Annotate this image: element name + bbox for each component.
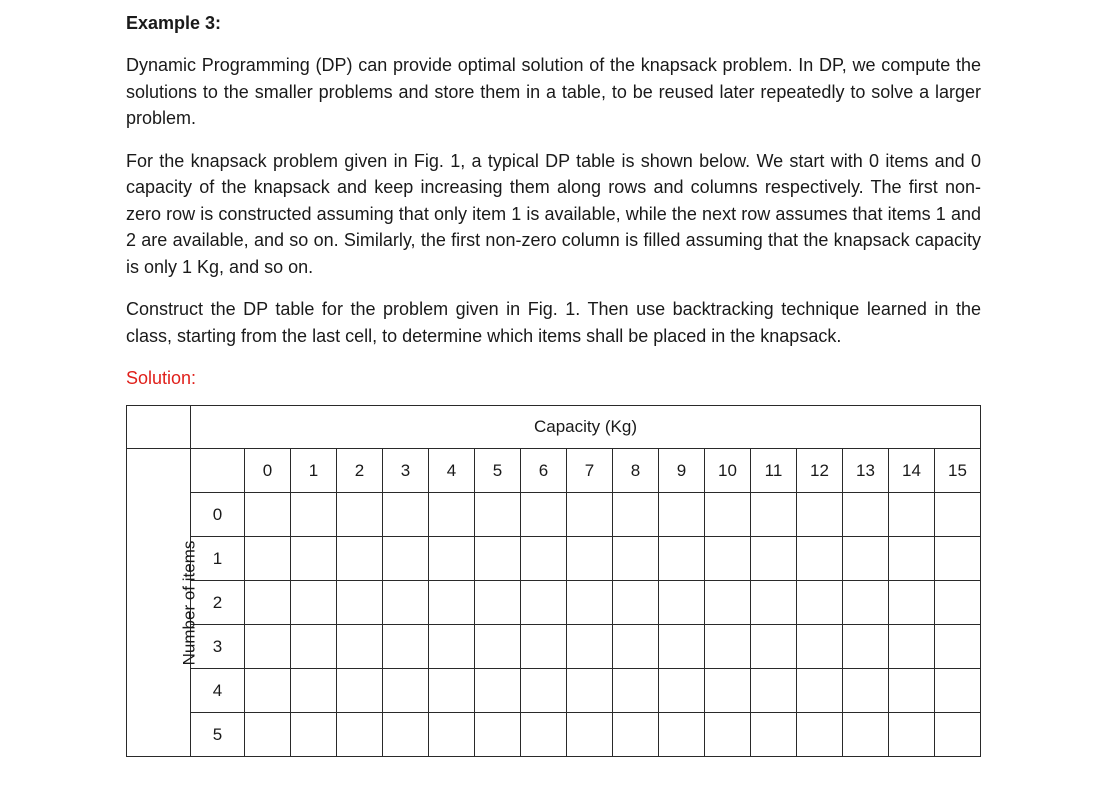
dp-cell[interactable] [935, 713, 981, 757]
dp-cell[interactable] [475, 581, 521, 625]
dp-cell[interactable] [567, 537, 613, 581]
dp-cell[interactable] [659, 493, 705, 537]
dp-cell[interactable] [383, 713, 429, 757]
dp-cell[interactable] [337, 669, 383, 713]
item-row [127, 537, 981, 581]
dp-cell[interactable] [475, 669, 521, 713]
dp-cell[interactable] [383, 625, 429, 669]
item-index-cell: 5 [191, 713, 245, 757]
item-row [127, 581, 981, 625]
dp-cell[interactable] [659, 669, 705, 713]
item-index-cell: 3 [191, 625, 245, 669]
dp-cell[interactable] [383, 669, 429, 713]
dp-cell[interactable] [659, 581, 705, 625]
dp-cell[interactable] [521, 625, 567, 669]
dp-cell[interactable] [475, 493, 521, 537]
document-page [126, 10, 981, 757]
capacity-header-cell: 0 [245, 449, 291, 493]
dp-cell[interactable] [429, 581, 475, 625]
capacity-header-row [127, 406, 981, 449]
dp-cell[interactable] [291, 581, 337, 625]
dp-cell[interactable] [475, 625, 521, 669]
capacity-header-cell: 6 [521, 449, 567, 493]
dp-cell[interactable] [843, 713, 889, 757]
dp-cell[interactable] [567, 625, 613, 669]
dp-cell[interactable] [843, 493, 889, 537]
dp-cell[interactable] [291, 625, 337, 669]
dp-cell[interactable] [843, 537, 889, 581]
dp-cell[interactable] [751, 713, 797, 757]
row-axis-label: Number of items [179, 540, 199, 665]
dp-table [126, 405, 981, 757]
item-index-cell: 2 [191, 581, 245, 625]
item-row [127, 493, 981, 537]
dp-cell[interactable] [429, 713, 475, 757]
dp-cell[interactable] [429, 625, 475, 669]
dp-cell[interactable] [751, 537, 797, 581]
dp-cell[interactable] [659, 625, 705, 669]
dp-cell[interactable] [843, 581, 889, 625]
dp-cell[interactable] [935, 493, 981, 537]
dp-cell[interactable] [935, 669, 981, 713]
dp-cell[interactable] [567, 669, 613, 713]
capacity-header-cell: 12 [797, 449, 843, 493]
capacity-header-cell: 4 [429, 449, 475, 493]
dp-cell[interactable] [475, 713, 521, 757]
capacity-header-cell: 1 [291, 449, 337, 493]
capacity-header-cell: 9 [659, 449, 705, 493]
capacity-header-cell: 14 [889, 449, 935, 493]
dp-cell[interactable] [429, 493, 475, 537]
dp-cell[interactable] [613, 669, 659, 713]
dp-cell[interactable] [889, 625, 935, 669]
dp-cell[interactable] [567, 581, 613, 625]
dp-cell[interactable] [751, 581, 797, 625]
capacity-header-cell: 5 [475, 449, 521, 493]
capacity-header-cell: 2 [337, 449, 383, 493]
capacity-header-cell: 8 [613, 449, 659, 493]
dp-cell[interactable] [889, 669, 935, 713]
paragraph-table-description: For the knapsack problem given in Fig. 1, a typical DP table is shown below. We start with 0 items and 0 capacity of the knapsack and keep increasing them along rows and columns respectively. The first non-zero row is constructed assuming that only item 1 is available, while the next row assumes that items 1 and 2 are available, and so on. Similarly, the first non-zero column is filled assuming that the knapsack capacity is only 1 Kg, and so on. [126, 150, 981, 277]
capacity-header-cell: 13 [843, 449, 889, 493]
dp-cell[interactable] [291, 713, 337, 757]
example-heading: Example 3: [126, 13, 222, 33]
dp-cell[interactable] [705, 581, 751, 625]
dp-cell[interactable] [889, 713, 935, 757]
item-row [127, 713, 981, 757]
dp-cell[interactable] [383, 537, 429, 581]
dp-cell[interactable] [291, 537, 337, 581]
capacity-header-cell: 3 [383, 449, 429, 493]
dp-cell[interactable] [705, 625, 751, 669]
capacity-header: Capacity (Kg) [191, 406, 981, 449]
index-corner-cell [191, 449, 245, 493]
dp-cell[interactable] [245, 493, 291, 537]
dp-cell[interactable] [889, 581, 935, 625]
dp-cell[interactable] [245, 581, 291, 625]
dp-cell[interactable] [291, 669, 337, 713]
row-axis-label-cell [127, 449, 199, 757]
item-row [127, 625, 981, 669]
dp-cell[interactable] [567, 493, 613, 537]
dp-cell[interactable] [613, 493, 659, 537]
dp-cell[interactable] [797, 537, 843, 581]
dp-cell[interactable] [797, 625, 843, 669]
dp-cell[interactable] [613, 625, 659, 669]
dp-cell[interactable] [705, 669, 751, 713]
dp-cell[interactable] [613, 581, 659, 625]
item-index-cell: 4 [191, 669, 245, 713]
dp-cell[interactable] [889, 493, 935, 537]
dp-cell[interactable] [797, 713, 843, 757]
dp-cell[interactable] [337, 581, 383, 625]
dp-cell[interactable] [521, 713, 567, 757]
capacity-header-cell: 10 [705, 449, 751, 493]
dp-cell[interactable] [245, 537, 291, 581]
dp-cell[interactable] [337, 625, 383, 669]
capacity-header-cell: 15 [935, 449, 981, 493]
dp-cell[interactable] [751, 625, 797, 669]
dp-cell[interactable] [567, 713, 613, 757]
dp-cell[interactable] [659, 713, 705, 757]
dp-cell[interactable] [521, 581, 567, 625]
dp-cell[interactable] [521, 669, 567, 713]
dp-cell[interactable] [245, 713, 291, 757]
dp-cell[interactable] [291, 493, 337, 537]
dp-cell[interactable] [751, 493, 797, 537]
capacity-header-cell: 11 [751, 449, 797, 493]
dp-cell[interactable] [889, 537, 935, 581]
dp-cell[interactable] [337, 537, 383, 581]
dp-cell[interactable] [613, 713, 659, 757]
dp-cell[interactable] [935, 625, 981, 669]
dp-cell[interactable] [935, 581, 981, 625]
dp-cell[interactable] [705, 537, 751, 581]
dp-cell[interactable] [383, 493, 429, 537]
capacity-values-row [127, 449, 981, 493]
dp-cell[interactable] [843, 669, 889, 713]
dp-cell[interactable] [245, 669, 291, 713]
paragraph-intro: Dynamic Programming (DP) can provide optimal solution of the knapsack problem. In DP, we compute the solutions to the smaller problems and store them in a table, to be reused later repeatedly to solve a larger problem. [126, 55, 981, 128]
dp-cell[interactable] [613, 537, 659, 581]
dp-cell[interactable] [337, 713, 383, 757]
dp-cell[interactable] [383, 581, 429, 625]
dp-cell[interactable] [521, 493, 567, 537]
dp-cell[interactable] [705, 713, 751, 757]
dp-cell[interactable] [935, 537, 981, 581]
item-index-cell: 0 [191, 493, 245, 537]
dp-cell[interactable] [797, 493, 843, 537]
dp-cell[interactable] [843, 625, 889, 669]
dp-cell[interactable] [521, 537, 567, 581]
dp-cell[interactable] [797, 669, 843, 713]
capacity-header-cell: 7 [567, 449, 613, 493]
dp-cell[interactable] [705, 493, 751, 537]
dp-cell[interactable] [751, 669, 797, 713]
dp-cell[interactable] [659, 537, 705, 581]
dp-cell[interactable] [245, 625, 291, 669]
dp-cell[interactable] [429, 669, 475, 713]
paragraph-task: Construct the DP table for the problem given in Fig. 1. Then use backtracking technique learned in the class, starting from the last cell, to determine which items shall be placed in the knapsack. [126, 299, 981, 346]
item-row [127, 669, 981, 713]
dp-cell[interactable] [337, 493, 383, 537]
dp-cell[interactable] [475, 537, 521, 581]
dp-cell[interactable] [797, 581, 843, 625]
corner-cell [127, 406, 191, 449]
solution-label: Solution: [126, 368, 197, 388]
item-index-cell: 1 [191, 537, 245, 581]
dp-cell[interactable] [429, 537, 475, 581]
